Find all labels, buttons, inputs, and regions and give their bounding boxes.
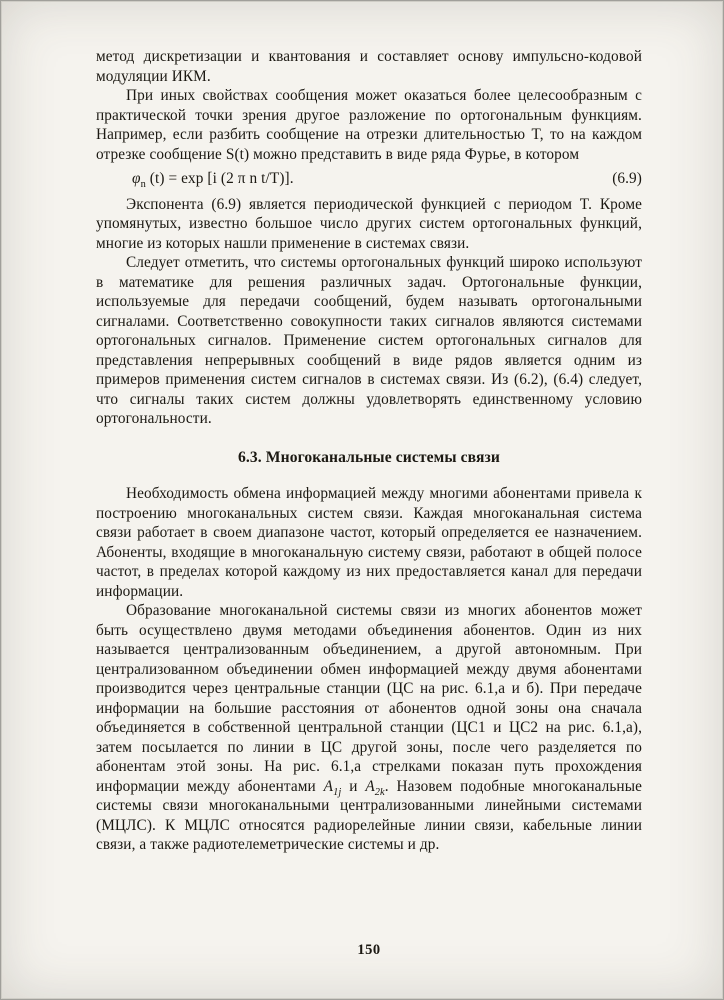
paragraph-text: . Назовем подобные многоканальные системы связи многоканальными централизованными линейными системами (МЦЛС). К МЦЛС относятся радиорелейные линии связи, кабельные линии связи, а также радиотелеметрические системы и др. xyxy=(96,777,642,853)
phi-symbol: φ xyxy=(132,170,141,187)
paragraph-text: Образование многоканальной системы связи из многих абонентов может быть осуществлено двумя методами объединения абонентов. Один из них называется централизованным объединением, а другой автономным. При централизованном объединении обмен информацией между двумя абонентами производится через центральные станции (ЦС на рис. 6.1,а и б). При передаче информации на большие расстояния от абонентов одной зоны она сначала объединяется в собственной центральной станции (ЦС1 и ЦС2 на рис. 6.1,а), затем посылается по линии в ЦС другой зоны, после чего разделяется по абонентам этой зоны. На рис. 6.1,а стрелками показан путь прохождения информации между абонентами xyxy=(96,602,642,795)
paragraph-continuation: метод дискретизации и квантования и составляет основу импульсно-кодовой модуляции ИКМ. xyxy=(96,48,642,85)
subscriber-symbol-a2k: $A_{2k}$ xyxy=(365,777,385,798)
equation-rest: (t) = exp [i (2 π n t/T)]. xyxy=(145,170,294,187)
phi-subscript: n xyxy=(140,179,146,191)
paragraph-text: и xyxy=(341,777,366,795)
equation-body xyxy=(132,169,294,189)
section-heading: 6.3. Многоканальные системы связи xyxy=(238,448,500,466)
paragraph xyxy=(96,601,642,855)
equation-line xyxy=(96,169,642,189)
page-number: 150 xyxy=(357,942,381,958)
paragraph: Экспонента (6.9) является периодической функцией с периодом T. Кроме упомянутых, известно большое число других систем ортогональных функций, многие из которых нашли применение в системах связи. xyxy=(96,195,642,252)
equation-number: (6.9) xyxy=(612,170,642,187)
paragraph: Необходимость обмена информацией между многими абонентами привела к построению многоканальных систем связи. Каждая многоканальная система связи работает в своем диапазоне частот, который определяется ее назначением. Абоненты, входящие в многоканальную систему связи, работают в общей полосе частот, в пределах которой каждому из них предоставляется канал для передачи информации. xyxy=(96,485,642,600)
page-body xyxy=(96,47,642,855)
paragraph: При иных свойствах сообщения может оказаться более целесообразным с практической точки зрения другое разложение по ортогональным функциям. Например, если разбить сообщение на отрезки длительностью T, то на каждом отрезке сообщение S(t) можно представить в виде ряда Фурье, в котором xyxy=(96,87,642,163)
paragraph: Следует отметить, что системы ортогональных функций широко используют в математике для решения различных задач. Ортогональные функции, используемые для передачи сообщений, будем называть ортогональными сигналами. Соответственно совокупности таких сигналов являются системами ортогональных сигналов. Применение систем ортогональных сигналов для представления непрерывных сообщений в виде рядов является одним из примеров применения систем сигналов в системах связи. Из (6.2), (6.4) следует, что сигналы таких систем должны удовлетворять единственному условию ортогональности. xyxy=(96,254,642,427)
subscriber-symbol-a1j: $A_{1j}$ xyxy=(323,777,342,798)
